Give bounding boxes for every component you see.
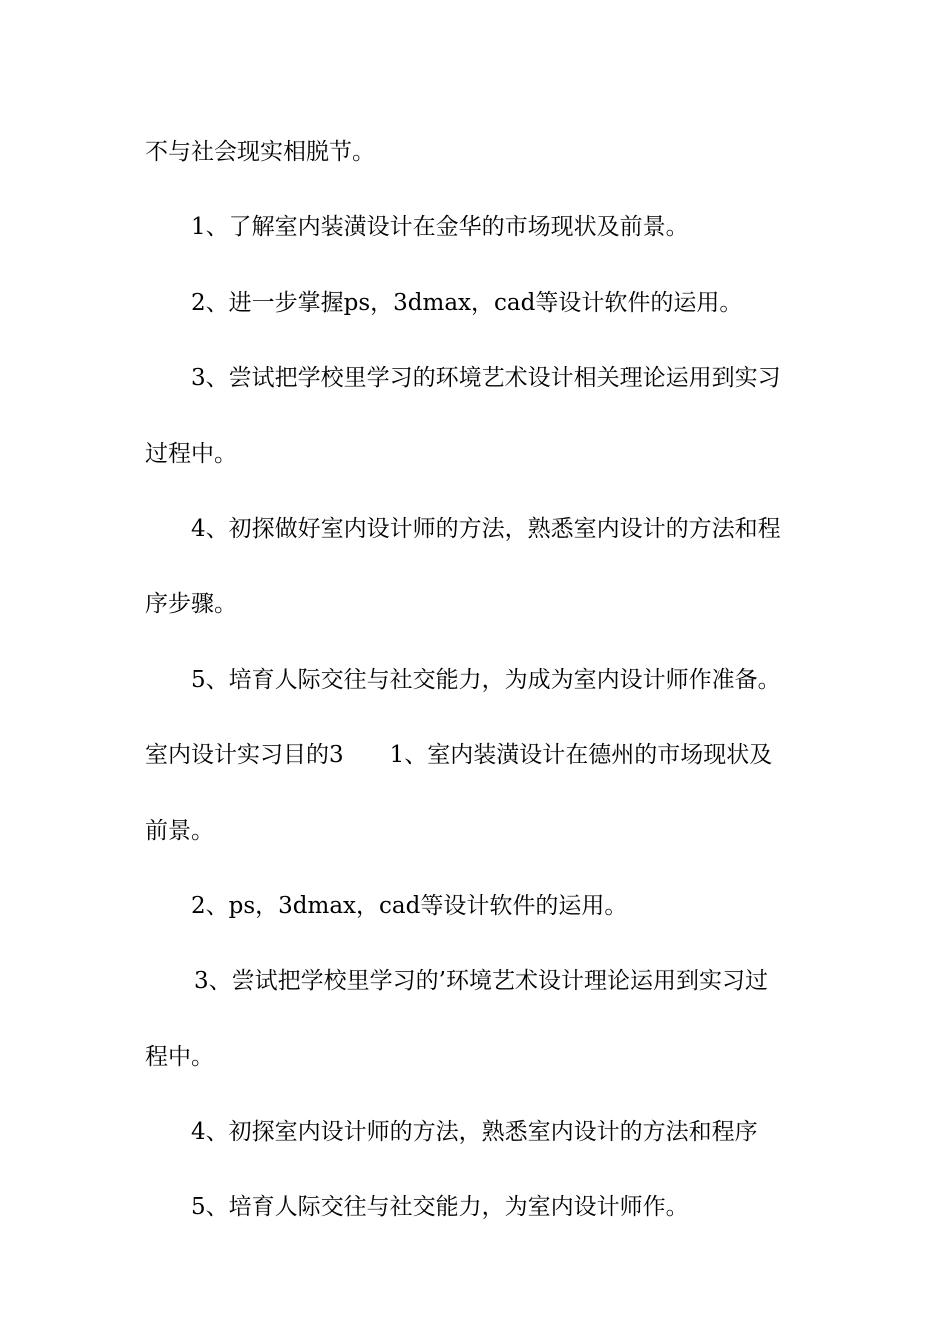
section-heading: 室内设计实习目的3 (145, 742, 344, 769)
section-list-item-1-continuation: 前景。 (145, 817, 214, 844)
section-list-item-5: 5、培育人际交往与社交能力，为室内设计师作。 (191, 1194, 689, 1221)
section-list-item-4: 4、初探室内设计师的方法，熟悉室内设计的方法和程序 (191, 1119, 758, 1146)
list-item-3-continuation: 过程中。 (145, 440, 237, 467)
document-body (145, 132, 810, 1263)
section-list-item-1: 1、室内装潢设计在德州的市场现状及 (389, 742, 773, 769)
paragraph-line: 不与社会现实相脱节。 (145, 139, 375, 165)
list-item-1: 1、了解室内装潢设计在金华的市场现状及前景。 (191, 214, 689, 241)
list-item-4: 4、初探做好室内设计师的方法，熟悉室内设计的方法和程 (191, 515, 781, 542)
section-list-item-2: 2、ps，3dmax，cad等设计软件的运用。 (191, 892, 628, 919)
list-item-2: 2、进一步掌握ps，3dmax，cad等设计软件的运用。 (191, 289, 743, 316)
section-line (145, 735, 810, 810)
section-list-item-3: 3、尝试把学校里学习的’环境艺术设计理论运用到实习过 (194, 968, 768, 995)
list-item-5: 5、培育人际交往与社交能力，为成为室内设计师作准备。 (191, 666, 781, 693)
list-item-4-continuation: 序步骤。 (145, 591, 237, 618)
section-list-item-3-continuation: 程中。 (145, 1043, 214, 1070)
list-item-3: 3、尝试把学校里学习的环境艺术设计相关理论运用到实习 (191, 365, 781, 392)
